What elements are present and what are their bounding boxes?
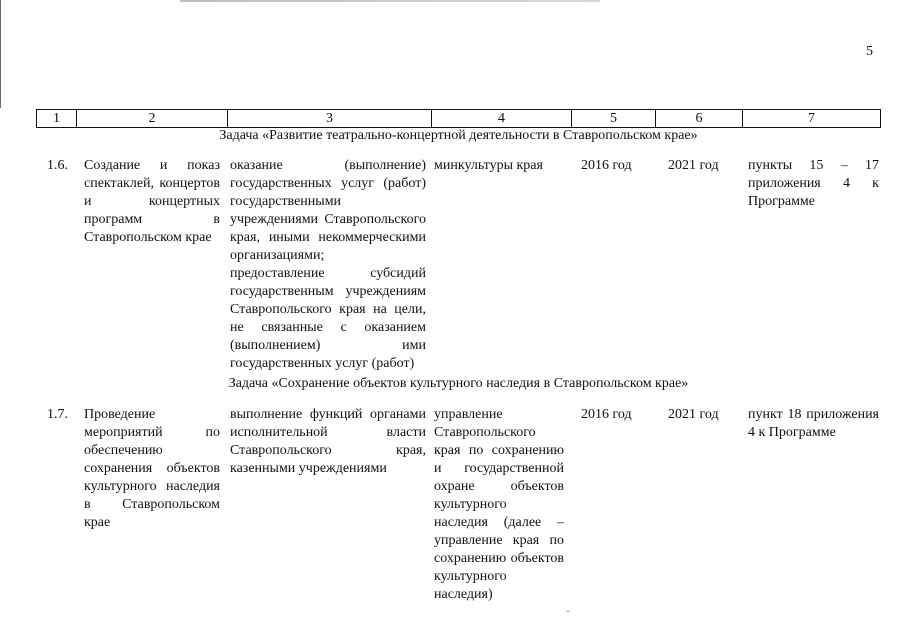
event-start-year: 2016 год xyxy=(581,158,632,173)
event-end-year: 2021 год xyxy=(668,158,719,173)
event-appendix-link: пункты 15 – 17 приложения 4 к Программе xyxy=(748,158,879,209)
scan-top-bar xyxy=(180,0,600,2)
event-name: Проведение мероприятий по обеспечению сохранения объектов культурного наследия в Ставропольском крае xyxy=(84,407,220,530)
header-cell-6: 6 xyxy=(656,110,743,127)
event-instrument: выполнение функций органами исполнительной власти Ставропольского края, казенными учреждениями xyxy=(230,407,426,476)
event-executor: минкультуры края xyxy=(434,158,543,173)
row-number: 1.7. xyxy=(47,407,68,422)
event-name: Создание и показ спектаклей, концертов и концертных программ в Ставропольском крае xyxy=(84,158,220,245)
table-header-row xyxy=(36,109,881,128)
header-cell-3: 3 xyxy=(228,110,432,127)
event-instrument: оказание (выполнение) государственных услуг (работ) государственными учреждениями Ставропольского края, иными некоммерческими организациями; xyxy=(230,158,426,263)
event-executor: управление Ставропольского края по сохранению и государственной охране объектов культурного наследия (далее – управление края по сохранению объектов культурного наследия) xyxy=(434,407,564,602)
header-cell-2: 2 xyxy=(77,110,228,127)
section-title: Задача «Сохранение объектов культурного наследия в Ставропольском крае» xyxy=(228,376,689,391)
scan-artifact-dot xyxy=(567,611,569,612)
header-cell-4: 4 xyxy=(432,110,572,127)
event-appendix-link: пункт 18 приложения 4 к Программе xyxy=(748,407,879,440)
header-cell-1: 1 xyxy=(37,110,77,127)
header-cell-7: 7 xyxy=(808,111,815,126)
row-number: 1.6. xyxy=(47,158,68,173)
header-cell-5: 5 xyxy=(572,110,656,127)
scan-left-edge xyxy=(0,0,1,108)
event-end-year: 2021 год xyxy=(668,407,719,422)
section-title: Задача «Развитие театрально-концертной деятельности в Ставропольском крае» xyxy=(219,128,698,143)
event-instrument-secondary: предоставление субсидий государственным учреждениям Ставропольского края на цели, не связанные с оказанием (выполнением) ими государственных услуг (работ) xyxy=(230,266,426,371)
event-start-year: 2016 год xyxy=(581,407,632,422)
page-number: 5 xyxy=(866,44,873,59)
